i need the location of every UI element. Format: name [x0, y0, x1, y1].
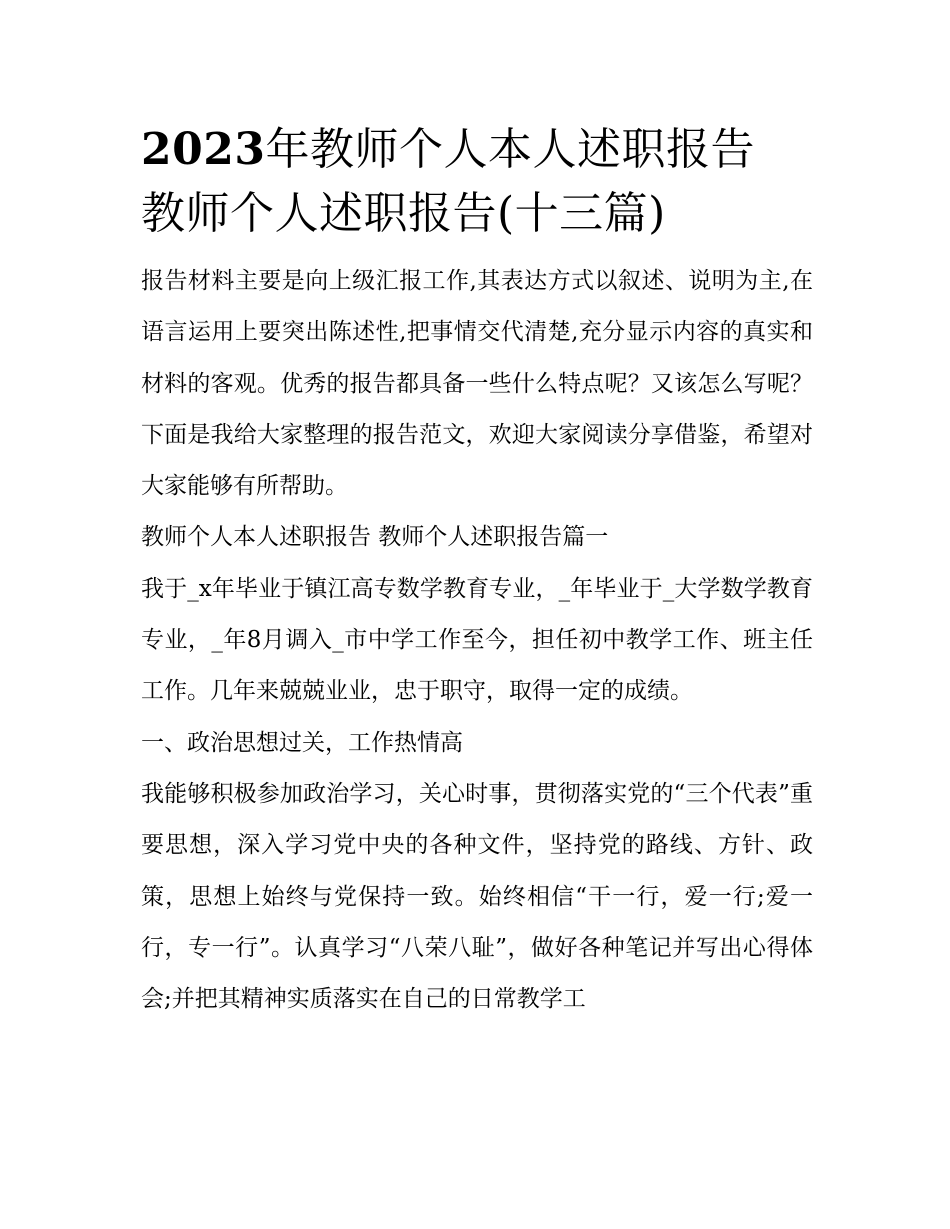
- body-paragraph: 我于_x年毕业于镇江高专数学教育专业，_年毕业于_大学数学教育专业，_年8月调入_市中学工作至今，担任初中教学工作、班主任工作。几年来兢兢业业，忠于职守，取得一定的成绩。: [141, 575, 813, 705]
- subsection-heading: 一、政治思想过关，工作热情高: [141, 729, 463, 756]
- title-line-1: [141, 118, 813, 182]
- document-title: [141, 118, 813, 246]
- intro-paragraph: 报告材料主要是向上级汇报工作,其表达方式以叙述、说明为主,在语言运用上要突出陈述性,把事情交代清楚,充分显示内容的真实和材料的客观。优秀的报告都具备一些什么特点呢？又该怎么写呢？下面是我给大家整理的报告范文，欢迎大家阅读分享借鉴，希望对大家能够有所帮助。: [141, 268, 813, 500]
- title-year: 2023: [141, 124, 266, 175]
- document-body: [141, 256, 813, 1025]
- section-heading: 教师个人本人述职报告 教师个人述职报告篇一: [141, 524, 609, 551]
- title-line-1-text: 年教师个人本人述职报告: [265, 124, 755, 175]
- body-paragraph: 我能够积极参加政治学习，关心时事，贯彻落实党的“三个代表”重要思想，深入学习党中央的各种文件，坚持党的路线、方针、政策，思想上始终与党保持一致。始终相信“干一行，爱一行;爱一行，专一行”。认真学习“八荣八耻”，做好各种笔记并写出心得体会;并把其精神实质落实在自己的日常教学工: [141, 780, 813, 1013]
- title-line-2: 教师个人述职报告(十三篇): [141, 188, 666, 239]
- document-page: [141, 118, 813, 1025]
